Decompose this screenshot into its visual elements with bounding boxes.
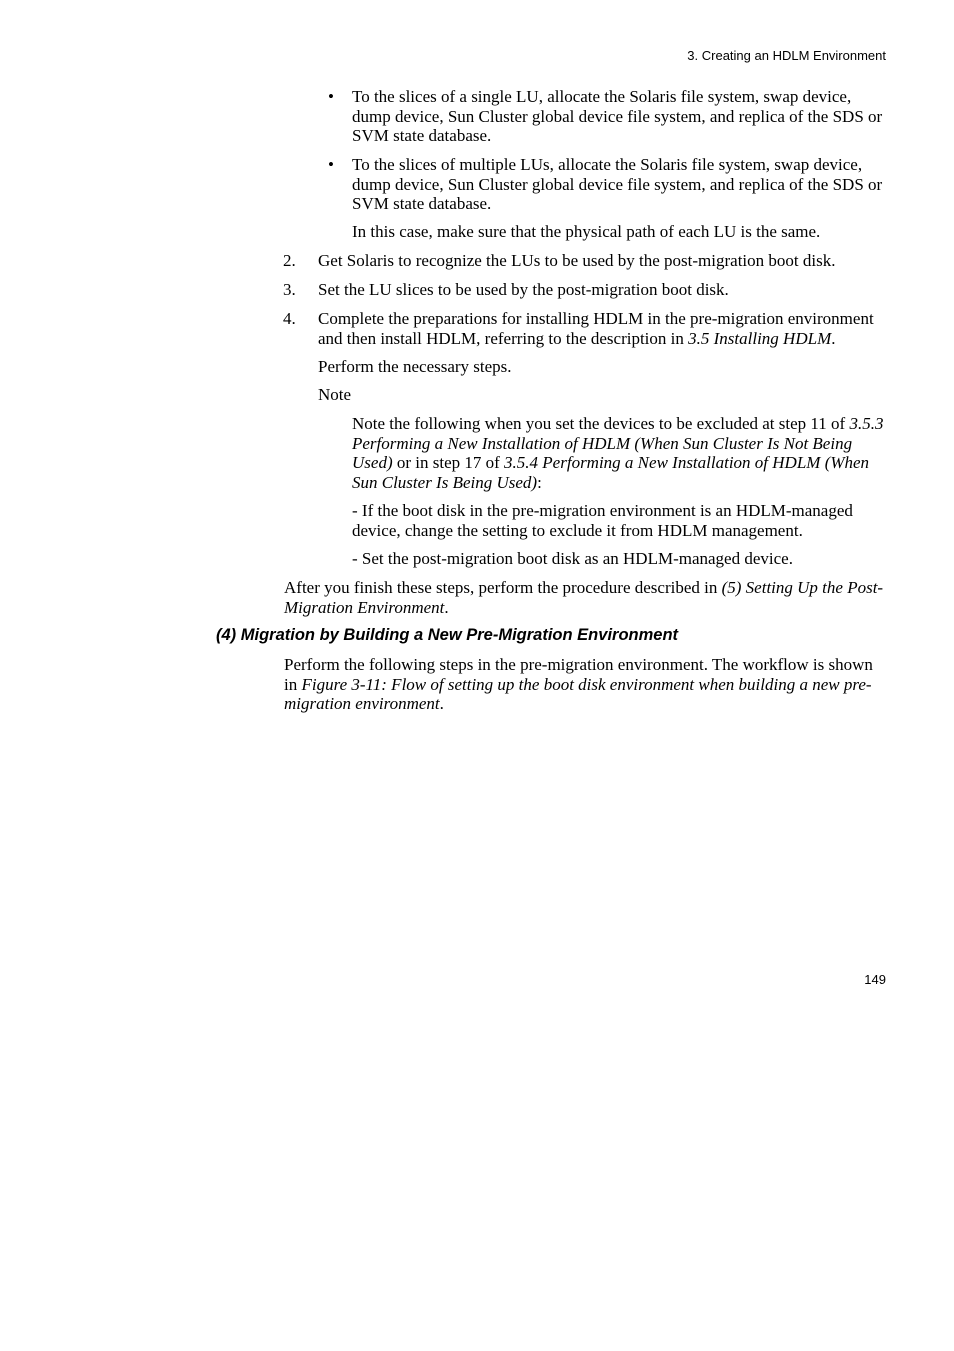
after-steps-text: After you finish these steps, perform the procedure described in bbox=[284, 578, 722, 597]
after-steps-paragraph bbox=[284, 578, 887, 617]
step-4-text bbox=[318, 309, 887, 348]
step-number: 2. bbox=[283, 251, 296, 270]
cross-reference-link[interactable]: (5) Setting Up the Post-Migration Environment bbox=[284, 578, 884, 617]
section-heading: (4) Migration by Building a New Pre-Migration Environment bbox=[216, 626, 679, 644]
running-header: 3. Creating an HDLM Environment bbox=[687, 48, 886, 63]
step-2-text: Get Solaris to recognize the LUs to be used by the post-migration boot disk. bbox=[318, 251, 836, 270]
step-4-text-body: Complete the preparations for installing HDLM in the pre-migration environment and then install HDLM, referring to the description in bbox=[318, 309, 874, 348]
step-number: 3. bbox=[283, 280, 296, 299]
bullet-item-single-lu: To the slices of a single LU, allocate the Solaris file system, swap device, dump device, Sun Cluster global device file system, and replica of the SDS or SVM state database. bbox=[352, 87, 883, 145]
figure-reference-link[interactable]: Figure 3-11: Flow of setting up the boot disk environment when building a new pre-migration environment bbox=[284, 674, 872, 713]
bullet-mark: • bbox=[328, 155, 334, 174]
note-item: - If the boot disk in the pre-migration environment is an HDLM-managed device, change the setting to exclude it from HDLM management. bbox=[352, 501, 853, 540]
bullet-mark: • bbox=[328, 87, 334, 106]
cross-reference-link[interactable]: 3.5.3 Performing a New Installation of HDLM (When Sun Cluster Is Not Being Used) bbox=[352, 414, 884, 472]
punctuation: : bbox=[537, 472, 542, 492]
page-number: 149 bbox=[864, 972, 886, 987]
step-4-perform: Perform the necessary steps. bbox=[318, 357, 512, 376]
note-intro bbox=[352, 414, 887, 492]
note-intro-text: Note the following when you set the devices to be excluded at step 11 of bbox=[352, 414, 850, 433]
note-label: Note bbox=[318, 385, 352, 404]
bullet-note: In this case, make sure that the physical path of each LU is the same. bbox=[352, 222, 821, 241]
step-number: 4. bbox=[283, 309, 296, 328]
note-intro-text: or in step 17 of bbox=[392, 453, 505, 472]
punctuation: . bbox=[831, 328, 836, 348]
punctuation: . bbox=[439, 694, 444, 713]
cross-reference-link[interactable]: 3.5.4 Performing a New Installation of HDLM (When Sun Cluster Is Being Used) bbox=[352, 453, 870, 492]
punctuation: . bbox=[444, 597, 449, 617]
note-item: - Set the post-migration boot disk as an HDLM-managed device. bbox=[352, 549, 793, 568]
section-paragraph bbox=[284, 655, 887, 714]
step-3-text: Set the LU slices to be used by the post-migration boot disk. bbox=[318, 280, 729, 299]
cross-reference-link[interactable]: 3.5 Installing HDLM bbox=[688, 328, 832, 348]
bullet-item-multiple-lus: To the slices of multiple LUs, allocate the Solaris file system, swap device, dump device, Sun Cluster global device file system, and replica of the SDS or SVM state database. bbox=[352, 155, 883, 213]
section-paragraph-text: Perform the following steps in the pre-migration environment. The workflow is shown in bbox=[284, 655, 873, 694]
